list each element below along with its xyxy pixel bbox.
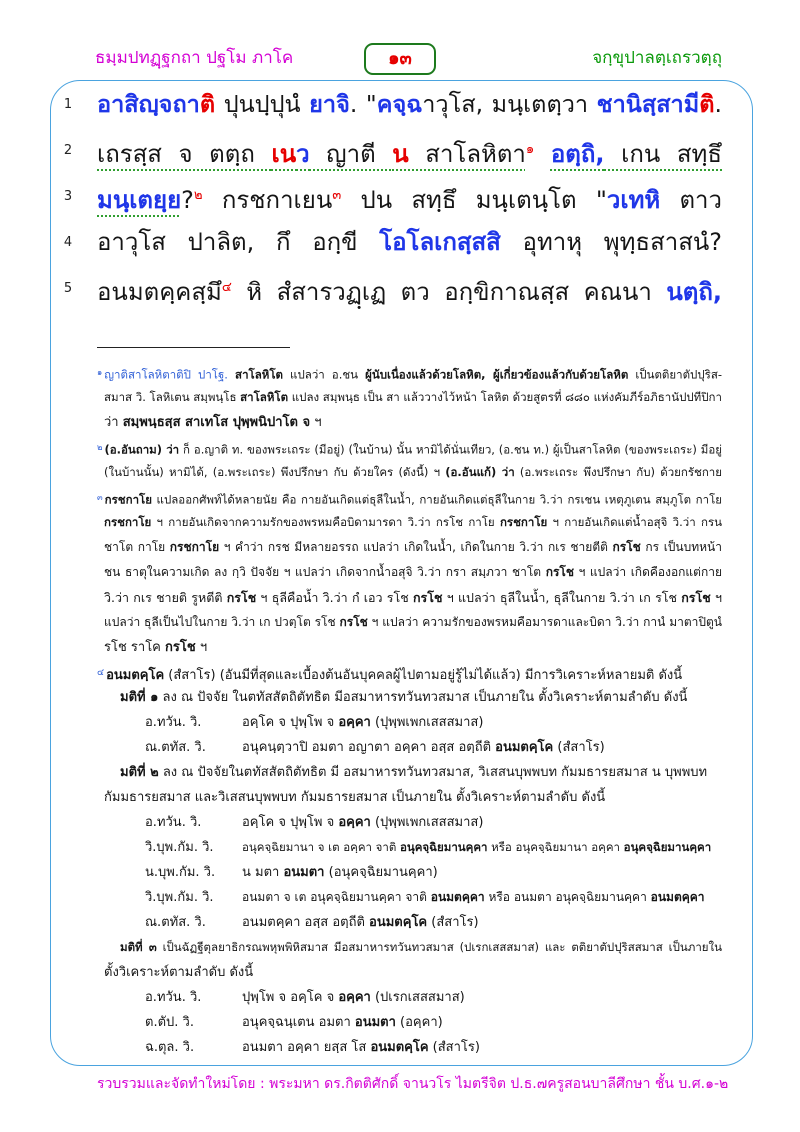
text-run: ?	[181, 186, 194, 215]
footnote-line	[97, 960, 722, 985]
text-run: กรโช	[412, 590, 443, 605]
analysis-label: ณ.ตทัส. วิ.	[145, 915, 206, 930]
text-run: กรชกาโย	[169, 540, 220, 554]
footnote-line	[97, 760, 722, 785]
text-run: กรชกาเยน	[202, 186, 333, 215]
text-run: กรโช	[226, 590, 257, 605]
text-run: มติที่ ๓	[120, 940, 157, 954]
text-run: . "	[349, 90, 377, 118]
text-run: (สํสาโร)	[427, 915, 479, 930]
main-line	[63, 127, 722, 173]
text-run: ฯ กายอันเกิดจากความรักของพรหมคือบิดามารดา วิ.ว่า กรโช กาโย	[151, 515, 500, 529]
footnote	[97, 660, 722, 1060]
analysis-text	[242, 735, 722, 760]
analysis-row	[97, 885, 722, 910]
analysis-row	[97, 710, 722, 735]
line-number: 1	[63, 97, 73, 112]
text-run: อนุคจฺฉิยมานคฺคา	[623, 840, 712, 854]
text-run: โอโลเกสฺสสิ	[379, 228, 501, 256]
analysis-row	[97, 910, 722, 935]
text-run: ชาโต กาโย	[104, 540, 170, 554]
text-run: (ปเรกเสสสมาส)	[370, 990, 465, 1005]
analysis-row	[97, 860, 722, 885]
text-run: คจฺฉ	[376, 90, 423, 118]
analysis-label: ฉ.ตุล. วิ.	[145, 1040, 195, 1055]
text-run: อนมตา	[283, 865, 325, 880]
text-run: อคฺคา	[338, 715, 371, 730]
text-run: วิ.ว่า กเร ชายติ รูหตีติ	[104, 590, 227, 605]
footnote-line	[97, 585, 722, 610]
text-run: ฯ แปลว่า เกิดคืองอกแต่กาย	[574, 565, 722, 579]
text-run: ฯ	[310, 415, 322, 430]
footnotes-block	[97, 360, 722, 1060]
text-run: เกน สทฺธึ	[604, 140, 722, 169]
text-run: อนมตคฺคสฺมึ	[97, 278, 222, 307]
text-run: ตั้งวิเคราะห์ตามลำดับ ดังนี้	[104, 965, 254, 980]
text-run: าวุโส, มนฺเตตฺวา	[422, 90, 597, 118]
text-run: กรโช	[545, 565, 575, 579]
text-run: ลง ณ ปัจจัย ในตทัสสัตถิตัทธิต มีอสมาหารทวันทวสมาส เป็นภายใน ตั้งวิเคราะห์ตามลำดับ ดังนี้	[158, 690, 688, 705]
analysis-text	[242, 985, 722, 1010]
main-line-text	[97, 173, 722, 219]
text-run: ปุพฺโพ จ อคฺโค จ	[242, 990, 339, 1005]
footnote-marker: ๔	[97, 667, 105, 678]
text-run: กรโช	[681, 590, 711, 605]
text-run: หรือ อนมตา อนุคจฺฉิยมานคฺคา	[484, 890, 651, 904]
footnote-line	[97, 560, 722, 585]
main-line-text	[97, 81, 722, 127]
footnote-line	[97, 610, 722, 635]
footnote-line	[97, 435, 722, 460]
footnote-line	[97, 385, 722, 410]
footnote-marker: ๒	[97, 442, 103, 452]
text-run: สมาส วิ. โลหิเตน สมฺพนฺโธ	[104, 390, 241, 404]
analysis-row	[97, 985, 722, 1010]
text-run: ฯ กายอันเกิดแต่น้ำอสุจิ วิ.ว่า กรน	[547, 515, 722, 529]
text-run: อนมตคฺคา อสฺส อตฺถีติ	[242, 915, 370, 930]
chapter-title: จกฺขุปาลตฺเถรวตฺถุ	[592, 48, 722, 68]
analysis-label: ณ.ตทัส. วิ.	[145, 740, 206, 755]
text-run: เถรสฺส จ ตตฺถ	[97, 140, 272, 169]
analysis-text	[242, 885, 722, 910]
analysis-label: อ.ทวัน. วิ.	[145, 815, 202, 830]
book-title: ธมฺมปทฏฺฐกถา ปฐโม ภาโค	[95, 48, 294, 68]
text-run: วเทหิ	[606, 186, 661, 215]
footnote-line	[97, 460, 722, 485]
main-line	[63, 81, 722, 127]
text-run: เน	[271, 140, 297, 169]
text-run: สมฺพนฺธสฺส สาเทโส ปุพฺพนิปาโต จ	[122, 415, 311, 430]
text-run: แปลว่า ธุลีเป็นไปในกาย วิ.ว่า เก ปวตฺโต รโช	[104, 615, 340, 629]
text-run: อนุคจฺฉิยมานคฺคา	[399, 840, 488, 854]
main-line	[63, 265, 722, 311]
text-run: อนมตา	[354, 1015, 396, 1030]
page-number-box: ๑๓	[364, 43, 436, 75]
text-run: ญาติสาโลหิตาติปิ ปาโฐ.	[104, 367, 228, 382]
text-run: (สํสาโร)	[553, 740, 605, 755]
text-run: ก็ อ.ญาติ ท. ของพระเถระ (มีอยู่) (ในบ้าน) นั้น หามิได้นั่นเทียว, (อ.ชน ท.) ผู้เป็นสาโลหิต (ของพระเถระ) มีอยู่	[179, 442, 722, 457]
text-run: กรโช	[339, 615, 368, 629]
text-run: ฯ แปลว่า ความรักของพรหมคือมารดาและบิดา วิ.ว่า กานํ มาตาปิตูนํ	[367, 615, 722, 629]
text-run: แปลออกศัพท์ได้หลายนัย คือ กายอันเกิดแต่ธุลีในน้ำ, กายอันเกิดแต่ธุลีในกาย วิ.ว่า กรเชน เหตุภูเตน สมฺภูโต กาโย	[151, 492, 722, 507]
text-run: ฯ	[195, 640, 208, 655]
text-run: อุทาหุ พุทฺธสาสนํ?	[500, 228, 722, 256]
text-run: มติที่ ๑	[120, 690, 159, 705]
analysis-row	[97, 1035, 722, 1060]
text-run: ว	[296, 140, 310, 169]
text-run: อคฺโค จ ปุพฺโพ จ	[242, 715, 339, 730]
text-run: หรือ อนุคจฺฉิยมานา อคฺคา	[487, 840, 624, 854]
line-number: 2	[63, 143, 73, 158]
text-run: ผู้นับเนื่องแล้วด้วยโลหิต, ผู้เกี่ยวข้องแล้วกับด้วยโลหิต	[365, 367, 629, 382]
text-run: อนมตา จ เต อนุคจฺฉิยมานคฺคา จาติ	[242, 890, 431, 904]
text-run: แปลว่า อ.ชน	[282, 367, 366, 382]
footnote-line	[97, 535, 722, 560]
text-run: อตฺถิ,	[550, 140, 605, 169]
text-run: อคฺโค จ ปุพฺโพ จ	[242, 815, 339, 830]
footnote-line	[97, 935, 722, 960]
text-run: อาสิญฺจถา	[97, 90, 200, 118]
text-run: รโช ราโค	[104, 640, 166, 655]
text-run: มนฺเตยฺย	[97, 186, 182, 215]
analysis-text	[242, 835, 722, 860]
text-run: ฯ	[710, 590, 722, 605]
footnote	[97, 360, 722, 435]
text-run: .	[714, 90, 722, 118]
text-run: อคฺคา	[338, 990, 371, 1005]
footnote-line	[97, 410, 722, 435]
text-run: (อคฺคา)	[395, 1015, 443, 1030]
main-line	[63, 219, 722, 265]
main-line-text	[97, 127, 722, 173]
text-run: นตฺถิ,	[666, 278, 722, 307]
analysis-text	[242, 860, 722, 885]
analysis-text	[242, 1035, 722, 1060]
text-run: หิ สํสารวฏฺเฏ ตว อกฺขิกาณสฺส คณนา	[231, 278, 667, 307]
text-run: กรชกาโย	[499, 515, 548, 529]
footnote-ref: ๒	[193, 188, 203, 203]
text-run: สาโลหิโต	[235, 367, 283, 382]
text-run: ฯ แปลว่า ธุลีในน้ำ, ธุลีในกาย วิ.ว่า เก รโช	[442, 590, 682, 605]
footnote-ref: ๓	[332, 188, 342, 203]
text-run: ฯ ธุลีคือน้ำ วิ.ว่า กํ เอว รโช	[256, 590, 413, 605]
text-run: ตาว	[660, 186, 722, 215]
text-run: แปลง สมฺพนฺธ เป็น สา แล้ววางไว้หน้า โลหิต ด้วยสูตรที่ ๘๘๐ แห่งคัมภีร์อภิธานัปปทีปิกา	[288, 390, 722, 404]
footnote-line	[97, 685, 722, 710]
text-run	[534, 140, 551, 168]
text-run: ติ	[699, 90, 715, 118]
text-run: อนมตา อคฺคา ยสฺส โส	[242, 1040, 371, 1055]
footnote	[97, 485, 722, 660]
footnote-line	[97, 785, 722, 810]
text-run: สาโลหิโต	[240, 390, 289, 404]
text-run: อคฺคา	[338, 815, 371, 830]
text-run: อนุคนฺตฺวาปิ อมตา อญาตา อคฺคา อสฺส อตฺถีติ	[242, 740, 496, 755]
footnote-line	[97, 660, 722, 685]
analysis-label: อ.ทวัน. วิ.	[145, 990, 202, 1005]
text-run: มติที่ ๒	[120, 765, 159, 780]
text-run: กรชกาโย	[104, 515, 152, 529]
text-run: (อ.อันแก้) ว่า	[445, 465, 515, 479]
analysis-row	[97, 810, 722, 835]
line-number: 3	[63, 189, 73, 204]
footnote-marker: ๓	[97, 492, 103, 502]
text-run: (ปุพฺพเพกเสสสมาส)	[370, 815, 484, 830]
footnote-separator	[97, 347, 290, 348]
text-run: สาโลหิตา	[408, 140, 526, 169]
text-run: (อนุคจฺฉิยมานคฺคา)	[324, 865, 438, 880]
text-run: อนมตคฺคา	[650, 890, 705, 904]
footnote-line	[97, 360, 722, 385]
text-run: ว่า	[104, 415, 123, 430]
footnote-ref: ๑	[525, 142, 535, 157]
footnote-line	[97, 510, 722, 535]
text-run: ชานิสฺสามี	[596, 90, 700, 118]
text-run: อาวุโส ปาลิต, กึ อกฺขี	[97, 228, 380, 256]
text-run: อนมตคฺโค	[369, 915, 428, 930]
main-line	[63, 173, 722, 219]
text-run: กรโช	[165, 640, 196, 655]
text-run: เป็นตติยาตัปปุริส-	[628, 367, 722, 382]
footer-compiler: รวบรวมและจัดทำใหม่โดย : พระมหา ดร.กิตติศักดิ์ จานวโร ไมตรีจิต ป.ธ.๗	[97, 1076, 548, 1092]
footnote-line	[97, 485, 722, 510]
text-run: ฯ คำว่า กรช มีหลายอรรถ แปลว่า เกิดในน้ำ, เกิดในกาย วิ.ว่า กเร ชายตีติ	[219, 540, 613, 554]
analysis-row	[97, 735, 722, 760]
text-run: ติ	[199, 90, 216, 118]
text-run: (สํสาโร) (อันมีที่สุดและเบื้องต้นอันบุคคลผู้ไปตามอยู่รู้ไม่ได้แล้ว) มีการวิเคราะห์หลายมติ ดังนี้	[164, 668, 683, 684]
text-run: (อ.พระเถระ พึงปรึกษา กับ) ด้วยกรัชกาย	[514, 465, 722, 479]
main-text-block	[63, 81, 722, 311]
text-run: ญาตี	[309, 140, 393, 169]
text-run: ยาจิ	[309, 90, 350, 118]
analysis-text	[242, 710, 722, 735]
footnote-ref: ๔	[221, 280, 232, 295]
analysis-label: อ.ทวัน. วิ.	[145, 715, 202, 730]
analysis-label: วิ.บุพ.กัม. วิ.	[145, 840, 214, 855]
main-line-text	[97, 219, 722, 265]
text-run: ลง ณ ปัจจัยในตทัสสัตถิตัทธิต มี อสมาหารทวันทวสมาส, วิเสสนบุพพบท กัมมธารยสมาส น บุพพบท	[158, 765, 708, 780]
text-run: (อ.อันถาม) ว่า	[104, 442, 180, 457]
footnote-line	[97, 635, 722, 660]
text-run: อนุคจฺฉิยมานา จ เต อคฺคา จาติ	[242, 840, 400, 854]
line-number: 5	[63, 281, 73, 296]
line-number: 4	[63, 235, 73, 250]
text-run: ชน ธาตุในความเกิด ลง กฺวิ ปัจจัย ฯ แปลว่า เกิดจากน้ำอสุจิ วิ.ว่า กรา สมฺภวา ชาโต	[104, 565, 546, 579]
text-run: อนมตคฺโค	[106, 668, 165, 684]
text-run: น มตา	[242, 865, 284, 880]
analysis-text	[242, 910, 722, 935]
text-run: ปน สทฺธึ มนฺเตนฺโต "	[341, 186, 607, 215]
analysis-text	[242, 1010, 722, 1035]
footnote-marker: ๑	[97, 367, 103, 377]
page-footer	[97, 1072, 729, 1096]
text-run: (ปุพฺพเพกเสสสมาส)	[370, 715, 484, 730]
text-run: (ในบ้านนั้น) หามิได้, (อ.พระเถระ) พึงปรึกษา กับ ด้วยใคร (ดังนี้) ฯ	[104, 465, 446, 479]
footer-teacher: ครูสอนบาลีศึกษา ชั้น บ.ศ.๑-๒	[547, 1076, 729, 1092]
text-run	[228, 368, 235, 382]
text-run: กรโช	[612, 540, 641, 554]
text-run: กัมมธารยสมาส และวิเสสนบุพพบท กัมมธารยสมาส เป็นภายใน ตั้งวิเคราะห์ตามลำดับ ดังนี้	[104, 790, 606, 805]
text-run: กร เป็นบทหน้า	[640, 540, 722, 554]
text-run: น	[392, 140, 409, 169]
footnote	[97, 435, 722, 485]
text-run: อนมตคฺโค	[495, 740, 554, 755]
analysis-row	[97, 835, 722, 860]
analysis-row	[97, 1010, 722, 1035]
analysis-label: วิ.บุพ.กัม. วิ.	[145, 890, 214, 905]
text-run: อนมตคฺคา	[430, 890, 485, 904]
text-run: อนุคจฺฉนฺเตน อมตา	[242, 1015, 355, 1030]
text-run: อนมตคฺโค	[370, 1040, 429, 1055]
text-run: กรชกาโย	[104, 492, 152, 507]
text-run: ปุนปฺปุนํ	[215, 90, 310, 118]
text-run: เป็นฉัฏฐีตุลยาธิกรณพหุพพิหิสมาส มีอสมาหารทวันทวสมาส (ปเรกเสสสมาส) และ ตติยาตัปปุริสสมาส เป็นภายใน	[156, 940, 722, 954]
analysis-label: ต.ตัป. วิ.	[145, 1015, 194, 1030]
analysis-text	[242, 810, 722, 835]
text-run: (สํสาโร)	[428, 1040, 480, 1055]
analysis-label: น.บุพ.กัม. วิ.	[145, 865, 216, 880]
main-line-text	[97, 265, 722, 311]
